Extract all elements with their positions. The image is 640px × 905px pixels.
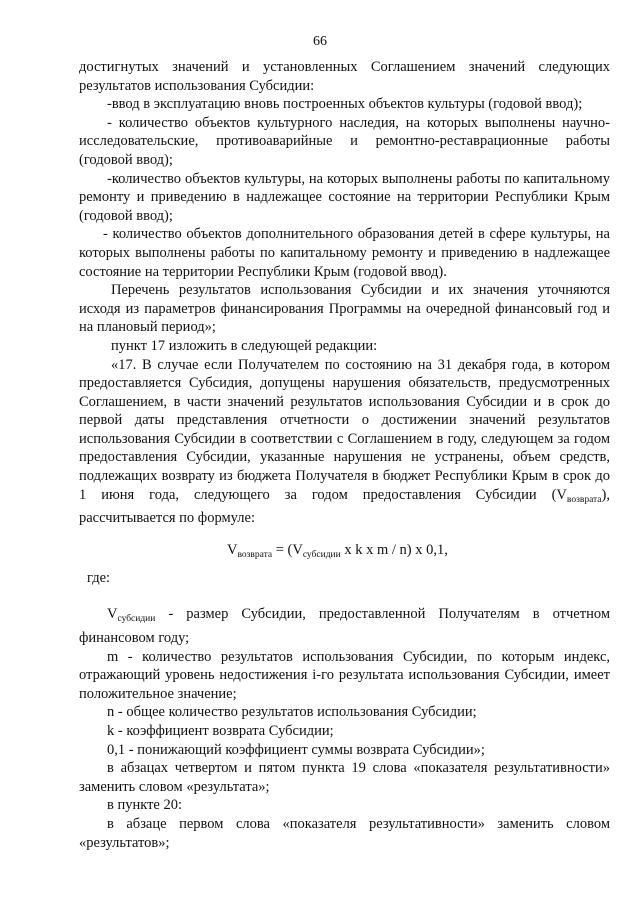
paragraph-result-4: - количество объектов дополнительного образования детей в сфере культуры, на которых выполнены работы по капитальному ремонту и приведению в надлежащее состояние на территории Республики Крым (годовой ввод).	[79, 226, 610, 280]
spacer	[79, 587, 610, 605]
def-v: V	[107, 606, 118, 623]
definition-m: m - количество результатов использования Субсидии, по которым индекс, отражающий уровень недостижения i-го результата использования Субсидии, имеет положительное значение;	[79, 648, 610, 702]
paragraph-results-intro: достигнутых значений и установленных Соглашением значений следующих результатов использования Субсидии:	[79, 59, 610, 94]
definition-coefficient: 0,1 - понижающий коэффициент суммы возврата Субсидии»;	[107, 741, 485, 758]
formula-v-subscript: возврата	[237, 549, 273, 560]
def-v-subscript: субсидии	[117, 614, 156, 625]
point-17-text: «17. В случае если Получателем по состоянию на 31 декабря года, в котором предоставляется Субсидия, допущены нарушения обязательств, предусмотренных Соглашением, в части значений результатов использования Субсидии и в срок до первой даты представления отчетности о достижении значений результатов использования Субсидии в соответствии с Соглашением в году, следующем за годом предоставления Субсидии, указанные нарушения не устранены, объем средств, подлежащих возврату из бюджета Получателя в бюджет Республики Крым в срок до 1 июня года, следующего за годом предоставления Субсидии (V	[79, 356, 610, 503]
definition-k: k - коэффициент возврата Субсидии;	[107, 723, 334, 739]
formula-rest: x k x m / n) x 0,1,	[340, 541, 448, 558]
amendment-point-20-first: в абзаце первом слова «показателя результативности» заменить словом «результатов»;	[79, 815, 610, 851]
page-number: 66	[313, 34, 327, 49]
definition-v-subsidy	[79, 605, 610, 647]
paragraph-point-17	[79, 356, 610, 528]
v-return-subscript: возврата	[566, 494, 602, 505]
paragraph-point-17-intro: пункт 17 изложить в следующей редакции:	[111, 337, 378, 354]
formula-v: V	[227, 541, 238, 558]
formula-inner-subscript: субсидии	[302, 549, 341, 560]
document-body	[79, 58, 610, 852]
paragraph-result-1: -ввод в эксплуатацию вновь построенных объектов культуры (годовой ввод);	[107, 96, 583, 113]
amendment-point-20: в пункте 20:	[107, 797, 183, 814]
paragraph-result-3: -количество объектов культуры, на которых выполнены работы по капитальному ремонту и приведению в надлежащее состояние на территории Республики Крым (годовой ввод);	[79, 170, 610, 224]
formula-equals: = (V	[272, 541, 303, 558]
def-v-text: - размер Субсидии, предоставленной Получателям в отчетном финансовом году;	[79, 606, 610, 647]
return-formula	[79, 540, 610, 565]
definition-n: n - общее количество результатов использования Субсидии;	[107, 704, 477, 721]
paragraph-result-2: - количество объектов культурного наследия, на которых выполнены научно-исследовательские, противоаварийные и ремонтно-реставрационные работы (годовой ввод);	[79, 114, 610, 168]
amendment-point-19: в абзацах четвертом и пятом пункта 19 слова «показателя результативности» заменить словом «результата»;	[79, 760, 610, 795]
where-label: где:	[87, 569, 111, 586]
paragraph-results-list-note: Перечень результатов использования Субсидии и их значения уточняются исходя из параметров финансирования Программы на очередной финансовый год и на плановый период»;	[79, 282, 610, 336]
point-17-ending: ), рассчитывается по формуле:	[79, 486, 610, 527]
